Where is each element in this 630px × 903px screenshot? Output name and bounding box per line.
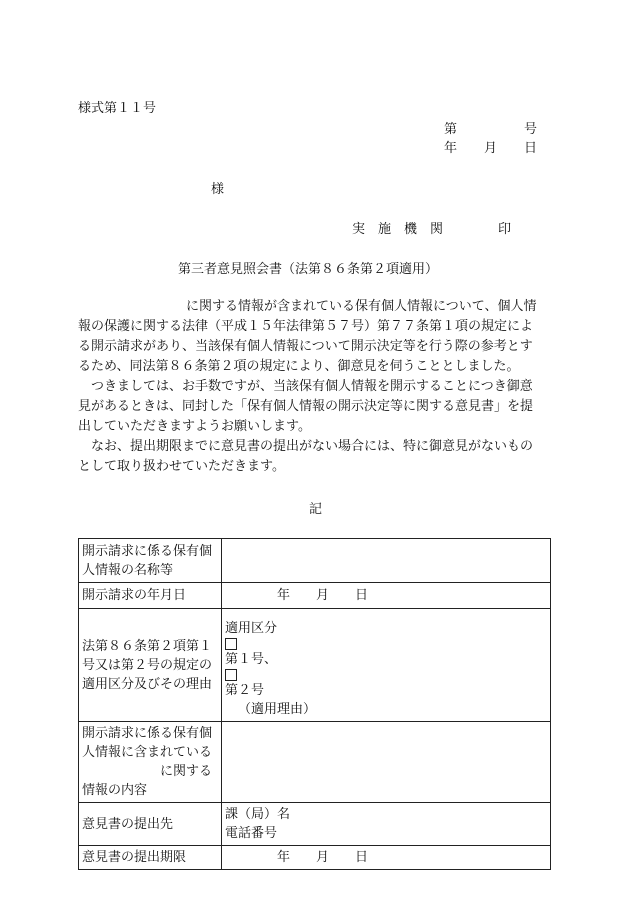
- option-1-label: 第１号、: [225, 652, 278, 667]
- body-line: として取り扱わせていただきます。: [78, 459, 285, 474]
- row-label-submission-deadline: 意見書の提出期限: [79, 846, 222, 870]
- date-day: 日: [524, 141, 538, 156]
- checkbox-item-2[interactable]: [225, 669, 237, 681]
- body-paragraph-1: [78, 297, 554, 377]
- row-label-submission-address: 意見書の提出先: [79, 803, 222, 846]
- document-title: 第三者意見照会書（法第８６条第２項適用）: [178, 262, 439, 277]
- ki-heading: 記: [309, 502, 323, 517]
- row-label-request-date: 開示請求の年月日: [79, 583, 222, 609]
- body-line: つきましては、お手数ですが、当該保有個人情報を開示することにつき御意: [91, 379, 533, 394]
- table-row: [79, 803, 551, 846]
- body-line: るため、同法第８６条第２項の規定により、御意見を伺うこととしました。: [78, 359, 520, 374]
- table-row: [79, 583, 551, 609]
- date-year: 年: [444, 141, 458, 156]
- doc-no-suffix: 号: [524, 122, 538, 137]
- row-label-requested-info: 開示請求に係る保有個 人情報の名称等: [79, 539, 222, 583]
- category-prefix: 適用区分: [225, 621, 278, 636]
- option-2-label: 第２号: [225, 683, 265, 698]
- row-label-info-content: 開示請求に係る保有個 人情報に含まれている に関する 情報の内容: [79, 722, 222, 803]
- reason-label: （適用理由）: [238, 702, 317, 717]
- table-row: [79, 539, 551, 583]
- body-line: に関する情報が含まれている保有個人情報について、個人情: [186, 299, 537, 314]
- row-value-request-date: 年 月 日: [222, 583, 551, 609]
- body-line: る開示請求があり、当該保有個人情報について開示決定等を行う際の参考とす: [78, 339, 533, 354]
- table-row: [79, 609, 551, 722]
- checkbox-item-1[interactable]: [225, 638, 237, 650]
- table-row: [79, 846, 551, 870]
- date-month: 月: [484, 141, 498, 156]
- row-value-info-content: [222, 722, 551, 803]
- row-value-submission-address: 課（局）名 電話番号: [222, 803, 551, 846]
- body-line: なお、提出期限までに意見書の提出がない場合には、特に御意見がないもの: [91, 439, 534, 454]
- seal-mark: 印: [498, 222, 512, 237]
- body-line: 見があるときは、同封した「保有個人情報の開示決定等に関する意見書」を提: [78, 399, 534, 414]
- row-label-applicable-category: 法第８６条第２項第１ 号又は第２号の規定の 適用区分及びその理由: [79, 609, 222, 722]
- body-line: 出していただきますようお願いします。: [78, 419, 311, 434]
- body-paragraph-3: [78, 437, 554, 477]
- table-row: [79, 722, 551, 803]
- row-value-applicable-category: [222, 609, 551, 722]
- info-table: [78, 538, 551, 870]
- body-paragraph-2: [78, 377, 554, 437]
- body-line: 報の保護に関する法律（平成１５年法律第５７号）第７７条第１項の規定によ: [78, 319, 534, 334]
- addressee-suffix: 様: [211, 182, 225, 197]
- org-name: 実 施 機 関: [352, 222, 444, 237]
- form-number: 様式第１１号: [78, 101, 157, 116]
- row-value-requested-info: [222, 539, 551, 583]
- doc-no-prefix: 第: [444, 122, 458, 137]
- row-value-submission-deadline: 年 月 日: [222, 846, 551, 870]
